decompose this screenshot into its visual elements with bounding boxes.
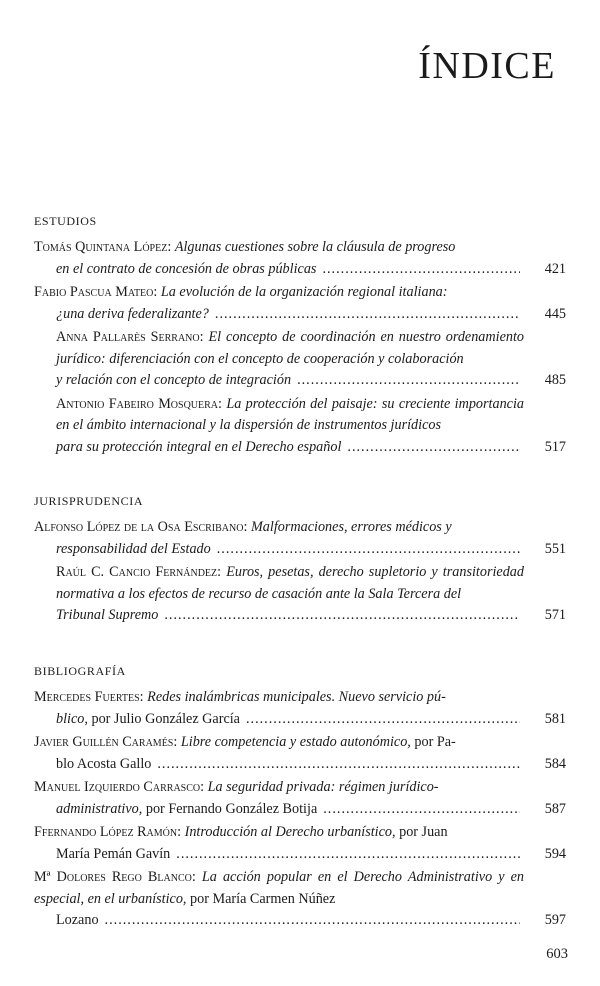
entry-author: Tomás Quintana López: [34,239,172,255]
entry-author: Javier Guillén Caramés: [34,734,178,750]
leader-dots [105,910,520,932]
entry-reviewer-prefix: por Pa- [414,734,456,750]
entry-author: Alfonso López de la Osa Escribano: [34,519,248,535]
entry-title-cont: ¿una deriva federalizante? [56,305,209,322]
toc-entry[interactable] [34,732,566,775]
page-title: ÍNDICE [418,45,556,87]
entry-title: Introducción al Derecho urbanístico, [184,824,396,840]
entry-title: El concepto de coordinación en nuestro ordenamiento jurídico: diferenciación con el concepto de cooperación y colaboración [56,329,525,367]
toc-entry[interactable] [34,822,566,865]
leader-dots [297,370,520,392]
entry-author: Raúl C. Cancio Fernández: [56,564,222,580]
entry-title-cont: administrativo, [56,800,143,817]
leader-dots [347,437,520,459]
toc-entry[interactable] [34,394,566,459]
entry-author: Antonio Fabeiro Mosquera: [56,395,222,412]
entry-title-cont: responsabilidad del Estado [56,540,211,557]
entry-title: La acción popular en el Derecho Administrativo y en especial, en el urbanístico, [34,869,525,907]
entry-author: Mercedes Fuertes: [34,689,144,705]
toc-entry[interactable] [34,327,566,392]
entry-author: Fabio Pascua Mateo: [34,284,158,300]
entry-title: La seguridad privada: régimen jurídico- [207,779,439,795]
entry-title-cont: Tribunal Supremo [56,607,159,623]
page-number: 603 [546,946,568,962]
section-jurisprudencia [34,494,566,629]
leader-dots [157,754,520,776]
entry-page: 421 [544,260,566,277]
leader-dots [164,605,520,627]
entry-title: Euros, pesetas, derecho supletorio y transitoriedad normativa a los efectos de recurso de casación ante la Sala Tercera del [56,564,524,602]
entry-reviewer: por Julio González García [91,710,240,727]
entry-title-cont: blico, [56,710,88,727]
entry-reviewer-prefix: por María Carmen Núñez [190,890,336,907]
leader-dots [323,799,520,821]
leader-dots [246,709,520,731]
entry-title-cont: y relación con el concepto de integración [56,372,292,388]
toc-entry[interactable] [34,777,566,820]
entry-reviewer: por Fernando González Botija [145,800,318,817]
entry-title: Malformaciones, errores médicos y [250,519,452,535]
entry-page: 587 [544,800,566,817]
entry-author: Anna Pallarès Serrano: [56,329,204,345]
entry-title: Algunas cuestiones sobre la cláusula de progreso [174,239,456,255]
toc-entry[interactable] [34,867,566,932]
toc-entry[interactable] [34,282,566,325]
entry-reviewer: Lozano [56,912,99,928]
leader-dots [217,539,520,561]
leader-dots [176,844,520,866]
entry-page: 445 [544,305,566,322]
entry-author: Ffernando López Ramón: [34,824,182,840]
entry-title: La protección del paisaje: su creciente importancia en el ámbito internacional y la dispersión de instrumentos jurídicos [56,395,524,433]
toc-entry[interactable] [34,687,566,730]
section-estudios [34,214,566,460]
entry-author: Manuel Izquierdo Carrasco: [34,779,205,795]
entry-title: Redes inalámbricas municipales. Nuevo servicio pú- [147,689,446,705]
entry-title: La evolución de la organización regional italiana: [160,284,448,300]
entry-title-cont: para su protección integral en el Derecho español [56,438,342,455]
entry-title-cont: en el contrato de concesión de obras públicas [56,260,317,277]
toc-entry[interactable] [34,562,566,627]
section-heading: ESTUDIOS [34,214,97,228]
section-heading: BIBLIOGRAFÍA [34,664,126,678]
entry-page: 584 [544,755,566,772]
entry-reviewer-prefix: por Juan [399,824,448,840]
leader-dots [322,259,520,281]
toc-entry[interactable] [34,237,566,280]
entry-page: 581 [544,710,566,727]
toc-entry[interactable] [34,517,566,560]
entry-page: 551 [544,540,566,557]
entry-page: 597 [544,912,566,928]
leader-dots [215,304,520,326]
entry-page: 517 [544,438,566,455]
entry-reviewer: María Pemán Gavín [56,845,171,862]
entry-page: 571 [544,607,566,623]
section-heading: JURISPRUDENCIA [34,494,144,508]
entry-page: 594 [544,845,566,862]
entry-page: 485 [544,372,566,388]
entry-author: Mª Dolores Rego Blanco: [34,869,196,885]
entry-title: Libre competencia y estado autonómico, [180,734,411,750]
entry-reviewer: blo Acosta Gallo [56,755,152,772]
section-bibliografia [34,664,566,934]
